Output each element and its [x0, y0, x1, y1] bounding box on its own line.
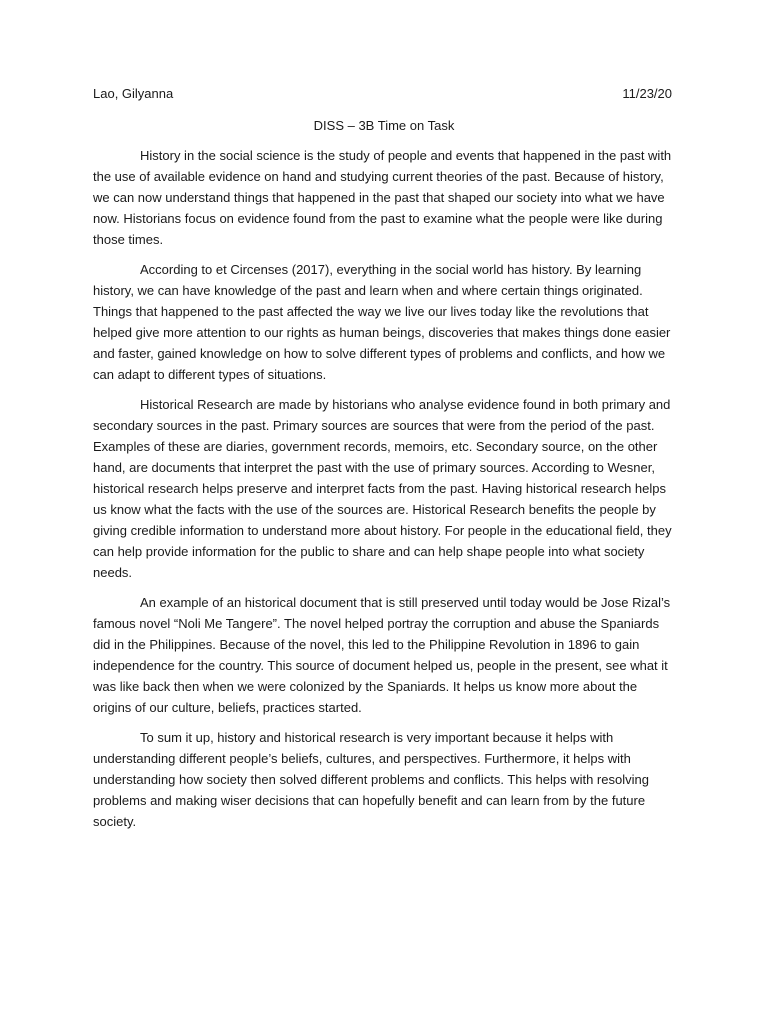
paragraph-2: According to et Circenses (2017), everything in the social world has history. By learning history, we can have knowledge of the past and learn when and where certain things originated. Things that happened to the past affected the way we live our lives today like the revolutions that helped give more attention to our rights as human beings, discoveries that makes things done easier and faster, gained knowledge on how to solve different types of problems and conflicts, and how we can adapt to different types of situations. — [93, 262, 671, 382]
paragraph-3: Historical Research are made by historians who analyse evidence found in both primary and secondary sources in the past. Primary sources are sources that were from the period of the past. Examples of these are diaries, government records, memoirs, etc. Secondary source, on the other hand, are documents that interpret the past with the use of primary sources. According to Wesner, historical research helps preserve and interpret facts from the past. Having historical research helps us know what the facts with the use of the sources are. Historical Research benefits the people by giving credible information to understand more about history. For people in the educational field, they can help provide information for the public to share and can help shape people into what society needs. — [93, 397, 672, 580]
paragraph-1: History in the social science is the study of people and events that happened in the past with the use of available evidence on hand and studying current theories of the past. Because of history, we can now understand things that happened in the past that shaped our society into what we have now. Historians focus on evidence found from the past to examine what the people were like during those times. — [93, 148, 672, 247]
document-date: 11/23/20 — [622, 86, 672, 101]
paragraph-5: To sum it up, history and historical research is very important because it helps with understanding different people’s beliefs, cultures, and perspectives. Furthermore, it helps with understanding how society then solved different problems and conflicts. This helps with resolving problems and making wiser decisions that can hopefully benefit and can learn from by the future society. — [93, 730, 649, 829]
document-title: DISS – 3B Time on Task — [313, 118, 455, 133]
author-name: Lao, Gilyanna — [93, 86, 174, 101]
document-body — [93, 145, 675, 841]
document-header — [93, 86, 672, 102]
paragraph-4: An example of an historical document that is still preserved until today would be Jose Rizal’s famous novel “Noli Me Tangere”. The novel helped portray the corruption and abuse the Spaniards did in the Philippines. Because of the novel, this led to the Philippine Revolution in 1896 to gain independence for the country. This source of document helped us, people in the present, see what it was like back then when we were colonized by the Spaniards. It helps us know more about the origins of our culture, beliefs, practices started. — [93, 595, 671, 715]
